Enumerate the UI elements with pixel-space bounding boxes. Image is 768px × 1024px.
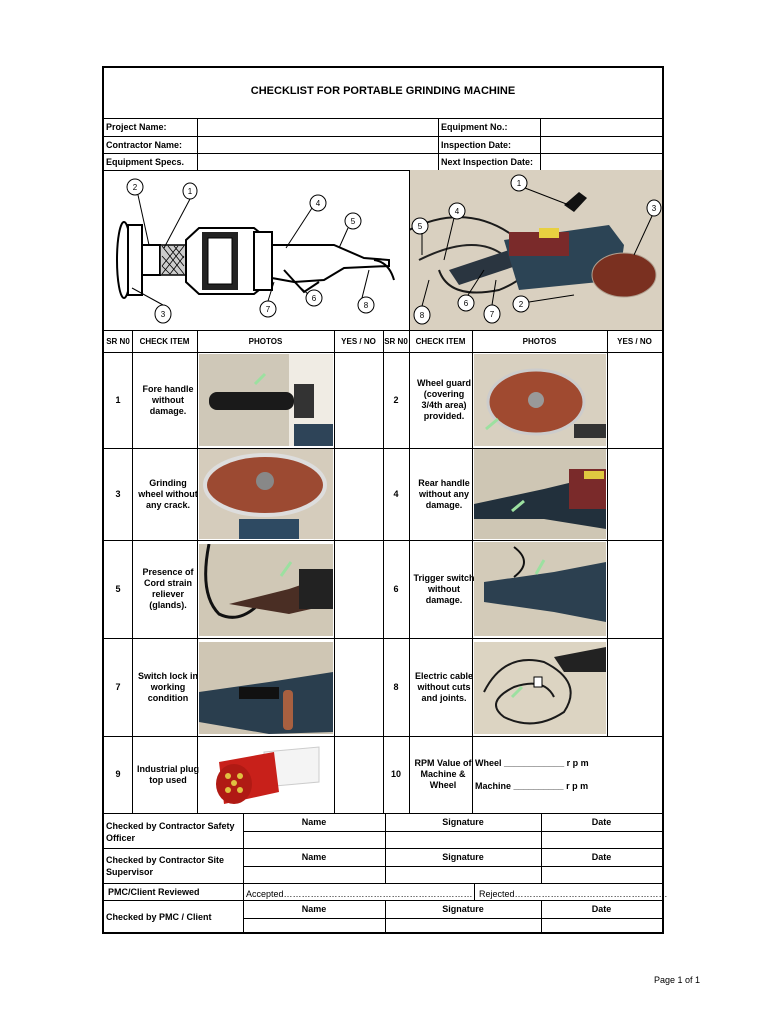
photo-callout-6: 6 <box>463 299 469 308</box>
item-4-text: Rear handle without any damage. <box>418 477 470 510</box>
header-photos-left: PHOTOS <box>248 336 283 346</box>
item-1-photo <box>199 354 333 446</box>
item-2-photo <box>474 354 606 446</box>
item-7-text: Switch lock in working condition <box>137 670 198 703</box>
photo-callout-8: 8 <box>419 311 425 320</box>
pmc-signature-header: Signature <box>442 903 484 914</box>
photo-callout-4: 4 <box>454 207 460 216</box>
item-5-photo <box>199 544 333 636</box>
rejected-field[interactable]: Rejected…………………………………………… <box>479 889 668 899</box>
item-8-sr: 8 <box>393 681 399 692</box>
callout-3: 3 <box>160 310 166 319</box>
item-5-text: Presence of Cord strain reliever (glands). <box>142 567 194 610</box>
rpm-machine-field[interactable]: Machine __________ r p m <box>475 781 589 791</box>
project-name-label: Project Name: <box>106 122 167 132</box>
callout-8: 8 <box>363 301 369 310</box>
photo-callout-1: 1 <box>516 179 522 188</box>
contractor-name-label: Contractor Name: <box>106 140 183 150</box>
header-photos-right: PHOTOS <box>522 336 557 346</box>
item-3-text: Grinding wheel without any crack. <box>138 477 198 510</box>
equipment-no-label: Equipment No.: <box>441 122 508 132</box>
item-2-sr: 2 <box>393 394 399 405</box>
item-7-sr: 7 <box>115 681 121 692</box>
item-10-sr: 10 <box>390 769 401 779</box>
diagram-callouts <box>104 170 662 330</box>
callout-5: 5 <box>350 217 356 226</box>
photo-callout-5: 5 <box>417 222 423 231</box>
photo-callout-2: 2 <box>518 300 524 309</box>
safety-officer-name-header: Name <box>301 816 327 827</box>
callout-2: 2 <box>132 183 138 192</box>
pmc-name-header: Name <box>301 903 327 914</box>
site-supervisor-name-header: Name <box>301 851 327 862</box>
header-check-item-left: CHECK ITEM <box>139 336 190 346</box>
item-2-text: Wheel guard (covering 3/4th area) provided. <box>416 378 471 421</box>
header-yes-no-left: YES / NO <box>341 336 376 346</box>
item-6-sr: 6 <box>393 583 399 594</box>
page-number: Page 1 of 1 <box>653 975 700 985</box>
item-8-text: Electric cable without cuts and joints. <box>414 670 474 703</box>
callout-7: 7 <box>265 305 271 314</box>
next-inspection-date-label: Next Inspection Date: <box>441 157 534 167</box>
item-9-sr: 9 <box>115 769 121 779</box>
site-supervisor-signature-header: Signature <box>442 851 484 862</box>
rpm-wheel-field[interactable]: Wheel ____________ r p m <box>475 758 589 768</box>
item-5-sr: 5 <box>115 583 121 594</box>
item-6-photo <box>474 542 606 636</box>
item-1-sr: 1 <box>115 394 121 405</box>
header-check-item-right: CHECK ITEM <box>415 336 466 346</box>
safety-officer-date-header: Date <box>591 816 612 827</box>
item-7-photo <box>199 642 333 734</box>
pmc-reviewed-label: PMC/Client Reviewed <box>108 887 200 897</box>
inspection-date-label: Inspection Date: <box>441 140 512 150</box>
photo-callout-7: 7 <box>489 310 495 319</box>
item-4-photo <box>474 449 606 539</box>
item-4-sr: 4 <box>393 488 399 499</box>
page-title: CHECKLIST FOR PORTABLE GRINDING MACHINE <box>250 85 516 97</box>
safety-officer-signature-header: Signature <box>442 816 484 827</box>
photo-callout-3: 3 <box>651 204 657 213</box>
checklist-sheet <box>102 66 668 934</box>
item-3-sr: 3 <box>115 488 121 499</box>
item-9-photo <box>204 742 324 808</box>
header-sr-no-left: SR N0 <box>106 336 130 346</box>
item-3-photo <box>199 449 333 539</box>
pmc-client-label: Checked by PMC / Client <box>106 912 212 922</box>
item-10-text: RPM Value of Machine & Wheel <box>414 758 472 790</box>
callout-1: 1 <box>187 187 193 196</box>
header-sr-no-right: SR N0 <box>384 336 408 346</box>
pmc-date-header: Date <box>591 903 612 914</box>
item-8-photo <box>474 642 606 734</box>
header-yes-no-right: YES / NO <box>617 336 652 346</box>
item-6-text: Trigger switch without damage. <box>413 572 475 605</box>
site-supervisor-date-header: Date <box>591 851 612 862</box>
item-9-text: Industrial plug top used <box>137 763 199 785</box>
site-supervisor-label: Checked by Contractor Site Supervisor <box>106 855 225 877</box>
callout-6: 6 <box>311 294 317 303</box>
accepted-field[interactable]: Accepted……………………………………………………… <box>246 889 473 899</box>
item-1-text: Fore handle without damage. <box>142 383 194 416</box>
callout-4: 4 <box>315 199 321 208</box>
equipment-specs-label: Equipment Specs. <box>106 157 185 167</box>
safety-officer-label: Checked by Contractor Safety Officer <box>106 821 235 843</box>
